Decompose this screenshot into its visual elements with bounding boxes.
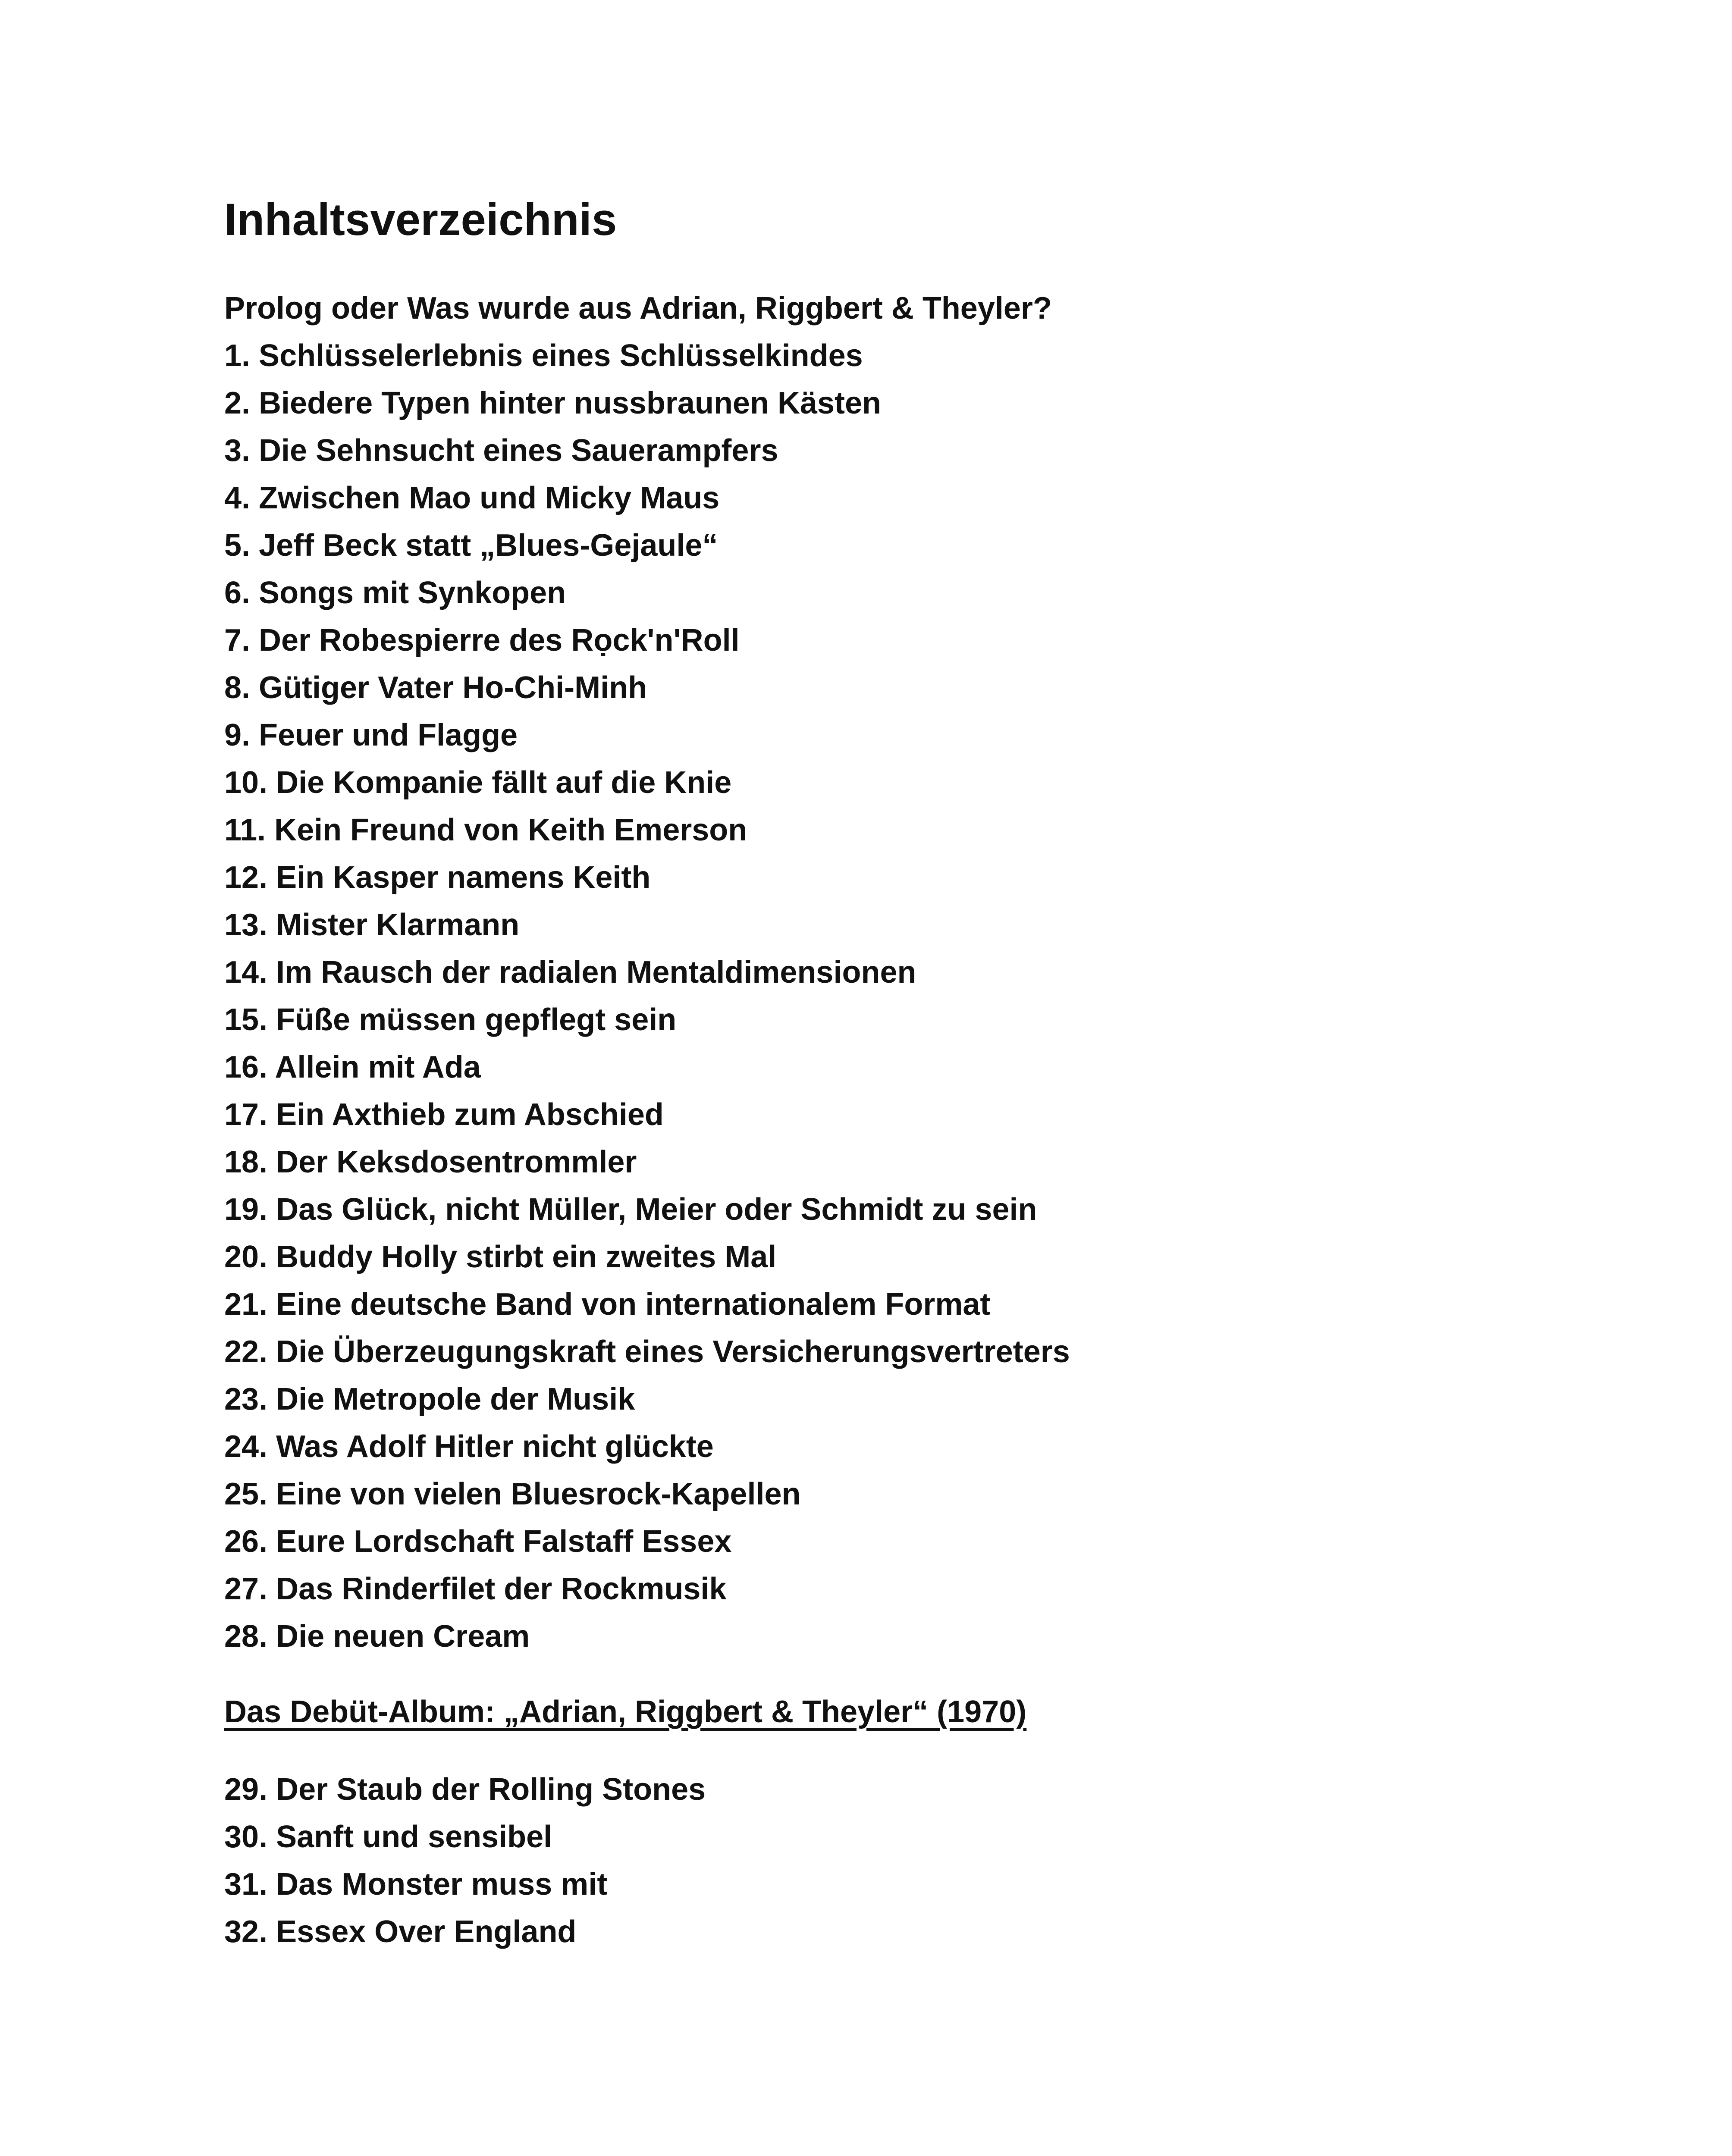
toc-entry-29: 29. Der Staub der Rolling Stones — [224, 1772, 706, 1807]
toc-entry-17: 17. Ein Axthieb zum Abschied — [224, 1097, 664, 1132]
toc-entry-20: 20. Buddy Holly stirbt ein zweites Mal — [224, 1240, 777, 1274]
toc-entry-5: 5. Jeff Beck statt „Blues-Gejaule“ — [224, 528, 718, 563]
toc-entry-27: 27. Das Rinderfilet der Rockmusik — [224, 1572, 727, 1606]
toc-entry-22: 22. Die Überzeugungskraft eines Versicherungsvertreters — [224, 1335, 1070, 1369]
toc-entry-2: 2. Biedere Typen hinter nussbraunen Kästen — [224, 386, 882, 420]
toc-entry-1: 1. Schlüsselerlebnis eines Schlüsselkindes — [224, 338, 863, 373]
toc-entry-8: 8. Gütiger Vater Ho-Chi-Minh — [224, 671, 647, 705]
toc-entry-28: 28. Die neuen Cream — [224, 1619, 530, 1654]
toc-entry-3: 3. Die Sehnsucht eines Sauerampfers — [224, 433, 778, 468]
toc-entry-26: 26. Eure Lordschaft Falstaff Essex — [224, 1524, 732, 1559]
toc-list-part1 — [224, 285, 1518, 1660]
toc-entry-19: 19. Das Glück, nicht Müller, Meier oder Schmidt zu sein — [224, 1192, 1037, 1227]
toc-content — [224, 190, 1518, 1955]
toc-list-part2 — [224, 1766, 1518, 1955]
toc-entry-24: 24. Was Adolf Hitler nicht glückte — [224, 1429, 714, 1464]
toc-entry-prolog: Prolog oder Was wurde aus Adrian, Riggbert & Theyler? — [224, 291, 1052, 326]
toc-entry-16: 16. Allein mit Ada — [224, 1050, 481, 1084]
toc-entry-21: 21. Eine deutsche Band von internationalem Format — [224, 1287, 991, 1322]
toc-entry-23: 23. Die Metropole der Musik — [224, 1382, 635, 1416]
page-title: Inhaltsverzeichnis — [224, 194, 617, 245]
toc-entry-6: 6. Songs mit Synkopen — [224, 576, 566, 610]
toc-entry-4: 4. Zwischen Mao und Micky Maus — [224, 481, 720, 515]
toc-entry-7: 7. Der Robespierre des Rọck'n'Roll — [224, 623, 740, 658]
toc-entry-13: 13. Mister Klarmann — [224, 908, 520, 942]
toc-entry-25: 25. Eine von vielen Bluesrock-Kapellen — [224, 1477, 801, 1511]
toc-entry-18: 18. Der Keksdosentrommler — [224, 1145, 637, 1179]
toc-entry-14: 14. Im Rausch der radialen Mentaldimensionen — [224, 955, 916, 990]
section-heading-debut-album: Das Debüt-Album: „Adrian, Riggbert & Theyler“ (1970) — [224, 1695, 1027, 1729]
toc-entry-30: 30. Sanft und sensibel — [224, 1820, 552, 1854]
toc-entry-15: 15. Füße müssen gepflegt sein — [224, 1003, 677, 1037]
toc-entry-11: 11. Kein Freund von Keith Emerson — [224, 813, 747, 847]
toc-entry-12: 12. Ein Kasper namens Keith — [224, 860, 651, 895]
toc-entry-31: 31. Das Monster muss mit — [224, 1867, 608, 1902]
toc-entry-32: 32. Essex Over England — [224, 1915, 577, 1949]
toc-entry-9: 9. Feuer und Flagge — [224, 718, 518, 752]
toc-entry-10: 10. Die Kompanie fällt auf die Knie — [224, 765, 732, 800]
